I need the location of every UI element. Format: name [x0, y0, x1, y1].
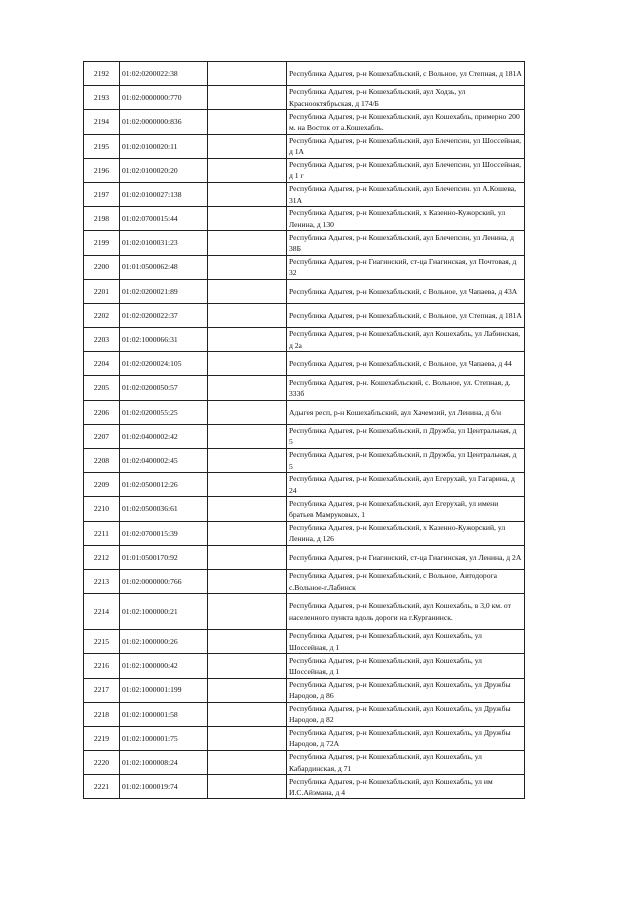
cadastral-number-cell: 01:02:0100020:11 [120, 134, 208, 158]
address-cell: Республика Адыгея, р-н Кошехабльский, аул Ходзь, ул Краснооктябрьская, д 174/Б [287, 86, 525, 110]
row-number-cell: 2201 [84, 279, 120, 303]
row-number-cell: 2205 [84, 376, 120, 400]
table-row [84, 449, 525, 473]
empty-cell [208, 207, 287, 231]
row-number-cell: 2213 [84, 569, 120, 593]
empty-cell [208, 400, 287, 424]
address-cell: Республика Адыгея, р-н Кошехабльский, аул Кошехабль, ул Лабинская, д 2а [287, 328, 525, 352]
table-row [84, 678, 525, 702]
cadastral-number-cell: 01:02:0000000:770 [120, 86, 208, 110]
table-row [84, 654, 525, 678]
address-cell: Республика Адыгея, р-н Кошехабльский, аул Егерухай, ул Гагарина, д 24 [287, 473, 525, 497]
empty-cell [208, 630, 287, 654]
row-number-cell: 2197 [84, 182, 120, 206]
empty-cell [208, 279, 287, 303]
empty-cell [208, 255, 287, 279]
table-row [84, 352, 525, 376]
cadastral-number-cell: 01:02:1000001:75 [120, 726, 208, 750]
row-number-cell: 2216 [84, 654, 120, 678]
address-cell: Республика Адыгея, р-н Кошехабльский, аул Блечепсин, ул Шоссейная, д 1А [287, 134, 525, 158]
empty-cell [208, 110, 287, 134]
cadastral-number-cell: 01:02:1000001:199 [120, 678, 208, 702]
cadastral-number-cell: 01:02:0500012:26 [120, 473, 208, 497]
table-row [84, 521, 525, 545]
cadastral-number-cell: 01:02:1000001:58 [120, 702, 208, 726]
address-cell: Республика Адыгея, р-н Кошехабльский, аул Кошехабль, ул Дружбы Народов, д 72А [287, 726, 525, 750]
address-cell: Республика Адыгея, р-н Кошехабльский, п Дружба, ул Центральная, д 5 [287, 449, 525, 473]
cadastral-number-cell: 01:02:1000000:21 [120, 594, 208, 630]
empty-cell [208, 678, 287, 702]
row-number-cell: 2217 [84, 678, 120, 702]
table-row [84, 279, 525, 303]
cadastral-number-cell: 01:01:0500062:48 [120, 255, 208, 279]
row-number-cell: 2212 [84, 545, 120, 569]
table-row [84, 545, 525, 569]
table-row [84, 376, 525, 400]
address-cell: Республика Адыгея, р-н Кошехабльский, п Дружба, ул Центральная, д 5 [287, 424, 525, 448]
row-number-cell: 2195 [84, 134, 120, 158]
empty-cell [208, 594, 287, 630]
table-row [84, 158, 525, 182]
table-row [84, 424, 525, 448]
cadastral-number-cell: 01:02:0500036:61 [120, 497, 208, 521]
empty-cell [208, 328, 287, 352]
address-cell: Республика Адыгея, р-н Кошехабльский, аул Кошехабль, ул Дружбы Народов, д 82 [287, 702, 525, 726]
address-cell: Республика Адыгея, р-н Кошехабльский, аул Кошехабль, ул Шоссейная, д 1 [287, 630, 525, 654]
cadastral-number-cell: 01:02:0100020:20 [120, 158, 208, 182]
address-cell: Адыгея респ, р-н Кошехабльский, аул Хачемзий, ул Ленина, д б/н [287, 400, 525, 424]
cadastral-number-cell: 01:02:0200022:37 [120, 303, 208, 327]
address-cell: Республика Адыгея, р-н Гиагинский, ст-ца Гиагинская, ул Ленина, д 2А [287, 545, 525, 569]
table-row [84, 303, 525, 327]
row-number-cell: 2218 [84, 702, 120, 726]
cadastral-number-cell: 01:02:0200021:89 [120, 279, 208, 303]
address-cell: Республика Адыгея, р-н Кошехабльский, с Вольное, ул Степная, д 181А [287, 303, 525, 327]
table-row [84, 726, 525, 750]
table-row [84, 182, 525, 206]
row-number-cell: 2221 [84, 775, 120, 799]
row-number-cell: 2219 [84, 726, 120, 750]
address-cell: Республика Адыгея, р-н Кошехабльский, с Вольное, ул Степная, д 181А [287, 62, 525, 86]
table-row [84, 751, 525, 775]
address-cell: Республика Адыгея, р-н Кошехабльский, аул Кошехабль, ул Кабардинская, д 71 [287, 751, 525, 775]
table-row [84, 569, 525, 593]
address-cell: Республика Адыгея, р-н Кошехабльский, аул Блечепсин, ул Шоссейная, д 1 г [287, 158, 525, 182]
address-cell: Республика Адыгея, р-н Кошехабльский, с Вольное, Автодорога с.Вольное-г.Лабинск [287, 569, 525, 593]
empty-cell [208, 569, 287, 593]
table-row [84, 86, 525, 110]
row-number-cell: 2211 [84, 521, 120, 545]
empty-cell [208, 158, 287, 182]
table-row [84, 255, 525, 279]
row-number-cell: 2193 [84, 86, 120, 110]
cadastral-number-cell: 01:01:0500170:92 [120, 545, 208, 569]
cadastral-number-cell: 01:02:0200055:25 [120, 400, 208, 424]
address-cell: Республика Адыгея, р-н Кошехабльский, аул Кошехабль, ул Дружбы Народов, д 86 [287, 678, 525, 702]
cadastral-number-cell: 01:02:0100031:23 [120, 231, 208, 255]
table-row [84, 328, 525, 352]
address-cell: Республика Адыгея, р-н Кошехабльский, х Казенно-Кужорский, ул Ленина, д 126 [287, 521, 525, 545]
cadastral-number-cell: 01:02:0100027:138 [120, 182, 208, 206]
empty-cell [208, 352, 287, 376]
cadastral-number-cell: 01:02:1000066:31 [120, 328, 208, 352]
cadastral-number-cell: 01:02:1000000:42 [120, 654, 208, 678]
table-row [84, 207, 525, 231]
table-row [84, 497, 525, 521]
address-cell: Республика Адыгея, р-н Кошехабльский, х Казенно-Кужорский, ул Ленина, д 130 [287, 207, 525, 231]
cadastral-number-cell: 01:02:0700015:44 [120, 207, 208, 231]
empty-cell [208, 303, 287, 327]
empty-cell [208, 86, 287, 110]
cadastral-number-cell: 01:02:0400002:42 [120, 424, 208, 448]
cadastral-number-cell: 01:02:1000019:74 [120, 775, 208, 799]
table-row [84, 110, 525, 134]
row-number-cell: 2207 [84, 424, 120, 448]
cadastral-number-cell: 01:02:0200050:57 [120, 376, 208, 400]
empty-cell [208, 751, 287, 775]
address-cell: Республика Адыгея, р-н. Кошехабльский, с. Вольное, ул. Степная, д. 333б [287, 376, 525, 400]
row-number-cell: 2215 [84, 630, 120, 654]
address-cell: Республика Адыгея, р-н Кошехабльский, аул Кошехабль, в 3,0 км. от населенного пункта вдоль дороги на г.Курганинск. [287, 594, 525, 630]
address-cell: Республика Адыгея, р-н Гиагинский, ст-ца Гиагинская, ул Почтовая, д 32 [287, 255, 525, 279]
empty-cell [208, 497, 287, 521]
empty-cell [208, 231, 287, 255]
cadastral-number-cell: 01:02:0400002:45 [120, 449, 208, 473]
table-row [84, 62, 525, 86]
cadastral-number-cell: 01:02:1000008:24 [120, 751, 208, 775]
table-row [84, 702, 525, 726]
empty-cell [208, 134, 287, 158]
row-number-cell: 2194 [84, 110, 120, 134]
row-number-cell: 2220 [84, 751, 120, 775]
address-cell: Республика Адыгея, р-н Кошехабльский, аул Кошехабль, ул Шоссейная, д 1 [287, 654, 525, 678]
table-row [84, 775, 525, 799]
cadastral-number-cell: 01:02:0200022:38 [120, 62, 208, 86]
row-number-cell: 2210 [84, 497, 120, 521]
table-row [84, 400, 525, 424]
row-number-cell: 2200 [84, 255, 120, 279]
empty-cell [208, 775, 287, 799]
empty-cell [208, 449, 287, 473]
empty-cell [208, 376, 287, 400]
cadastral-number-cell: 01:02:1000000:26 [120, 630, 208, 654]
empty-cell [208, 473, 287, 497]
row-number-cell: 2202 [84, 303, 120, 327]
row-number-cell: 2204 [84, 352, 120, 376]
table-row [84, 231, 525, 255]
row-number-cell: 2209 [84, 473, 120, 497]
empty-cell [208, 182, 287, 206]
address-cell: Республика Адыгея, р-н Кошехабльский, с Вольное, ул Чапаева, д 43А [287, 279, 525, 303]
table-row [84, 473, 525, 497]
table-row [84, 594, 525, 630]
empty-cell [208, 62, 287, 86]
empty-cell [208, 726, 287, 750]
address-cell: Республика Адыгея, р-н Кошехабльский, аул Кошехабль, ул им И.С.Айэмана, д 4 [287, 775, 525, 799]
row-number-cell: 2196 [84, 158, 120, 182]
row-number-cell: 2192 [84, 62, 120, 86]
registry-table-body [84, 62, 525, 799]
empty-cell [208, 521, 287, 545]
empty-cell [208, 702, 287, 726]
empty-cell [208, 545, 287, 569]
address-cell: Республика Адыгея, р-н Кошехабльский, аул Блечепсин. ул А.Кошева, 31А [287, 182, 525, 206]
empty-cell [208, 424, 287, 448]
cadastral-number-cell: 01:02:0200024:105 [120, 352, 208, 376]
row-number-cell: 2208 [84, 449, 120, 473]
address-cell: Республика Адыгея, р-н Кошехабльский, аул Блечепсин, ул Ленина, д 38Б [287, 231, 525, 255]
cadastral-number-cell: 01:02:0000000:836 [120, 110, 208, 134]
table-row [84, 630, 525, 654]
address-cell: Республика Адыгея, р-н Кошехабльский, с Вольное, ул Чапаева, д 44 [287, 352, 525, 376]
row-number-cell: 2198 [84, 207, 120, 231]
table-row [84, 134, 525, 158]
empty-cell [208, 654, 287, 678]
address-cell: Республика Адыгея, р-н Кошехабльский, аул Егерухай, ул имени братьев Мамруковых, 1 [287, 497, 525, 521]
address-cell: Республика Адыгея, р-н Кошехабльский, аул Кошехабль, примерно 200 м. на Восток от а.Кошехабль. [287, 110, 525, 134]
property-registry-table [83, 61, 525, 799]
row-number-cell: 2203 [84, 328, 120, 352]
row-number-cell: 2214 [84, 594, 120, 630]
cadastral-number-cell: 01:02:0000000:766 [120, 569, 208, 593]
row-number-cell: 2206 [84, 400, 120, 424]
row-number-cell: 2199 [84, 231, 120, 255]
cadastral-number-cell: 01:02:0700015:39 [120, 521, 208, 545]
